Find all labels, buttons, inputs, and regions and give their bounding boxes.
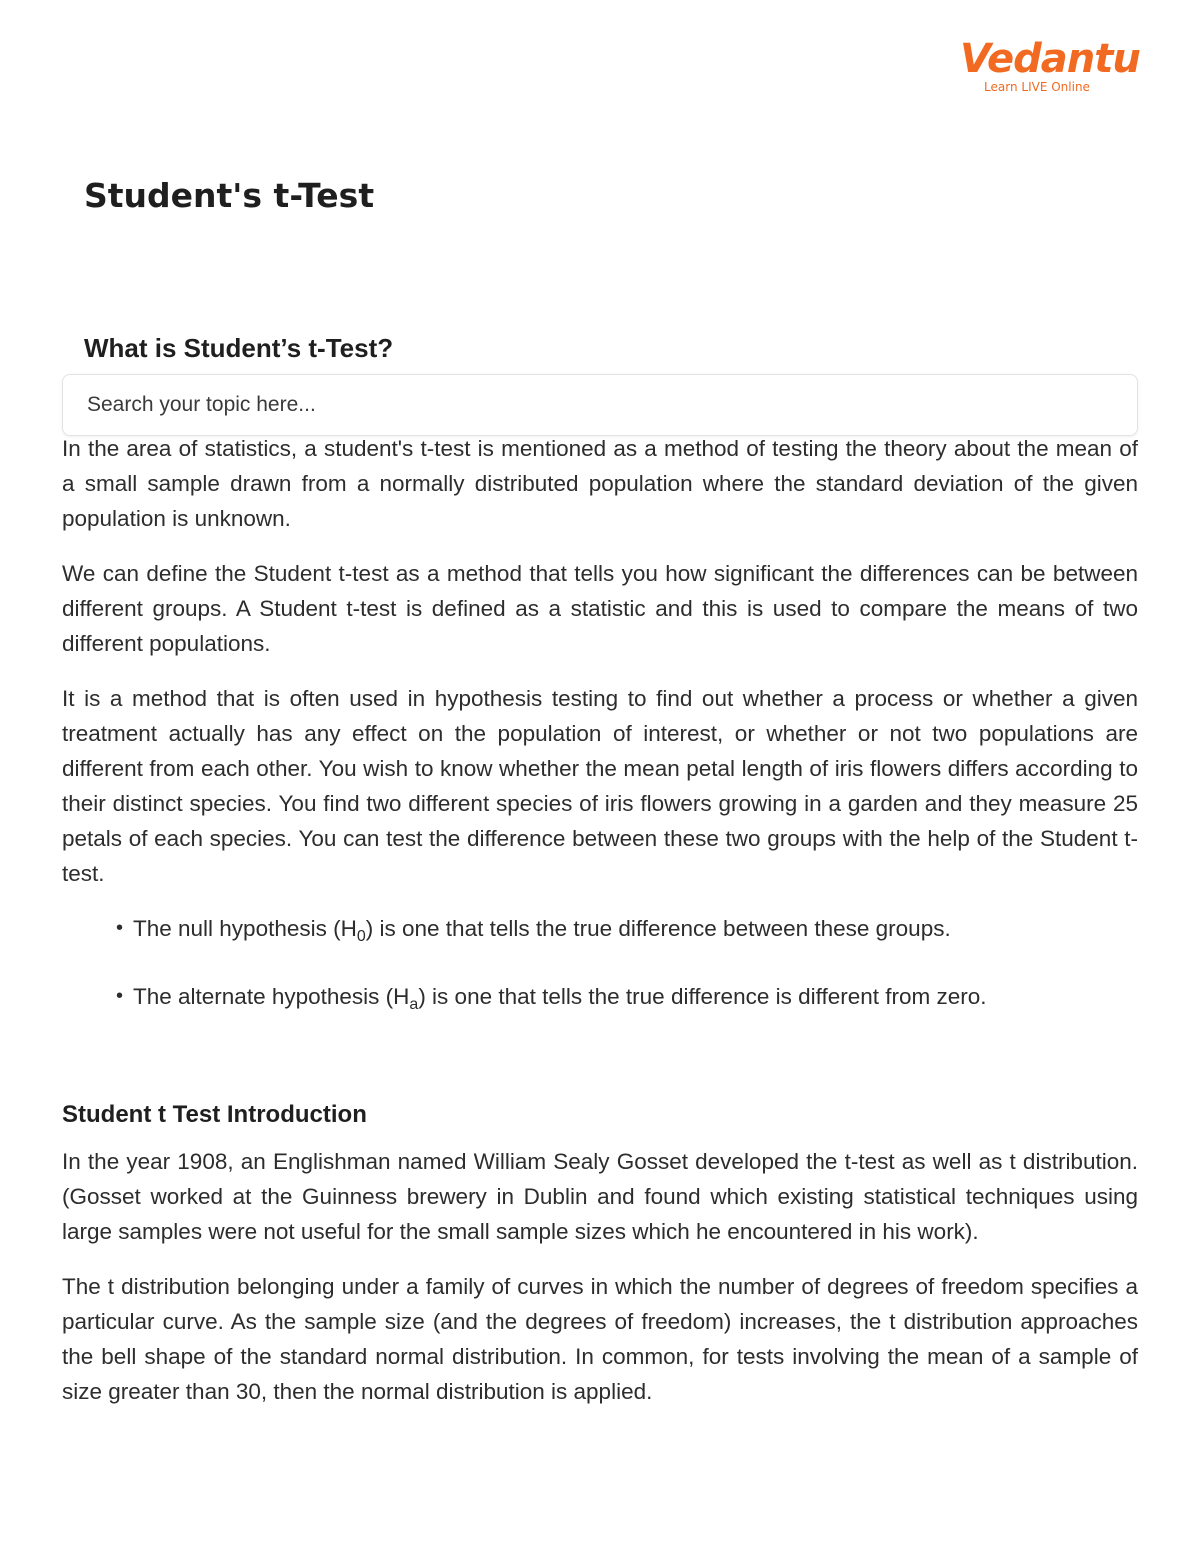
paragraph-gosset: In the year 1908, an Englishman named William Sealy Gosset developed the t-test as well as t distribution. (Gosset worked at the Guinness brewery in Dublin and found which existing statistical techniques using large samples were not useful for the small sample sizes which he encountered in his work).	[62, 1149, 1138, 1244]
paragraph-definition: In the area of statistics, a student's t-test is mentioned as a method of testing the theory about the mean of a small sample drawn from a normally distributed population where the standard deviation of the given population is unknown.	[62, 436, 1138, 531]
section-heading-introduction: Student t Test Introduction	[62, 1101, 367, 1128]
hypothesis-list	[62, 911, 1138, 1022]
logo-wordmark: Vedantu	[960, 36, 1140, 82]
search-input[interactable]	[63, 375, 1137, 435]
list-item-alternate-hypothesis: • The alternate hypothesis $(H_a)$ is one that tells the true difference is different from zero.	[116, 979, 1138, 1022]
bullet-icon: •	[116, 917, 124, 939]
logo-tagline: Learn LIVE Online	[984, 80, 1090, 94]
page-title: Student's t-Test	[84, 176, 375, 215]
list-item-null-hypothesis: • The null hypothesis $(H_0)$ is one that tells the true difference between these groups.	[116, 911, 1138, 954]
section-heading-what-is: What is Student’s t-Test?	[84, 333, 394, 363]
vedantu-logo[interactable]	[960, 36, 1140, 94]
paragraph-hypothesis-testing: It is a method that is often used in hypothesis testing to find out whether a process or whether a given treatment actually has any effect on the population of interest, or whether or not two populations are different from each other. You wish to know whether the mean petal length of iris flowers differs according to their distinct species. You find two different species of iris flowers growing in a garden and they measure 25 petals of each species. You can test the difference between these two groups with the help of the Student t-test.	[62, 686, 1138, 886]
search-box[interactable]	[62, 374, 1138, 436]
bullet-icon: •	[116, 985, 124, 1007]
paragraph-groups: We can define the Student t-test as a method that tells you how significant the differences can be between different groups. A Student t-test is defined as a statistic and this is used to compare the means of two different populations.	[62, 561, 1138, 656]
article-content	[62, 431, 1138, 1429]
paragraph-t-distribution: The t distribution belonging under a family of curves in which the number of degrees of freedom specifies a particular curve. As the sample size (and the degrees of freedom) increases, the t distribution approaches the bell shape of the standard normal distribution. In common, for tests involving the mean of a sample of size greater than 30, then the normal distribution is applied.	[62, 1274, 1138, 1404]
